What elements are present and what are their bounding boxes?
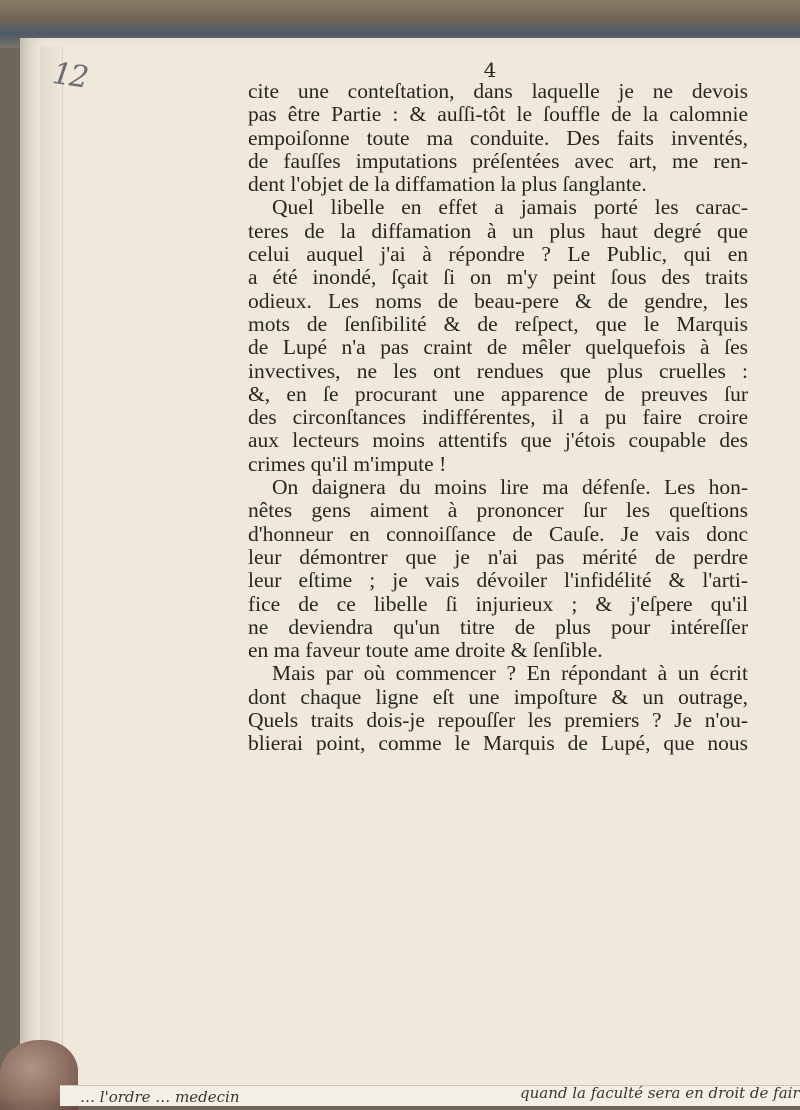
text-line: On daignera du moins lire ma défenſe. Les hon- [272, 475, 748, 500]
text-line: d'honneur en connoiſſance de Cauſe. Je vais donc [248, 521, 748, 546]
text-line: dont chaque ligne eſt une impoſture & un outrage, [248, 684, 748, 709]
handwritten-note-left: … l'ordre … medecin [80, 1088, 240, 1106]
text-line: dent l'objet de la diffamation la plus ſanglante. [248, 172, 647, 197]
text-line: fice de ce libelle ſi injurieux ; & j'eſpere qu'il [248, 591, 748, 616]
text-line: pas être Partie : & auſſi-tôt le ſouffle de la calomnie [248, 102, 748, 127]
text-line: leur eſtime ; je vais dévoiler l'infidélité & l'arti- [248, 568, 748, 593]
text-line: &, en ſe procurant une apparence de preuves ſur [248, 381, 748, 406]
text-line: Mais par où commencer ? En répondant à un écrit [272, 661, 748, 686]
text-line: aux lecteurs moins attentifs que j'étois coupable des [248, 428, 748, 453]
text-line: Quels traits dois-je repouſſer les premiers ? Je n'ou- [248, 708, 748, 733]
text-line: mots de ſenſibilité & de reſpect, que le Marquis [248, 311, 748, 336]
handwritten-note-right: quand la faculté sera en droit de fair [520, 1084, 800, 1102]
text-line: en ma faveur toute ame droite & ſenſible. [248, 638, 603, 663]
text-line: empoiſonne toute ma conduite. Des faits inventés, [248, 125, 748, 150]
body-text [248, 80, 748, 756]
text-line: crimes qu'il m'impute ! [248, 451, 447, 476]
page-number: 4 [483, 58, 497, 82]
folio-mark: 12 [50, 56, 89, 96]
text-line: a été inondé, ſçait ſi on m'y peint ſous des traits [248, 265, 748, 290]
text-line: cite une conteſtation, dans laquelle je ne devois [248, 79, 748, 103]
text-line: celui auquel j'ai à répondre ? Le Public, qui en [248, 242, 748, 267]
text-line: de fauſſes imputations préſentées avec art, me ren- [248, 148, 748, 173]
text-line: invectives, ne les ont rendues que plus cruelles : [248, 358, 748, 383]
page-gutter [40, 46, 63, 1096]
text-line: Quel libelle en effet a jamais porté les carac- [272, 195, 748, 220]
text-line: de Lupé n'a pas craint de mêler quelquefois à ſes [248, 335, 748, 360]
text-line: ne deviendra qu'un titre de plus pour intéreſſer [248, 614, 748, 639]
text-line: teres de la diffamation à un plus haut degré que [248, 218, 748, 243]
text-line: odieux. Les noms de beau-pere & de gendre, les [248, 288, 748, 313]
text-line: nêtes gens aiment à prononcer ſur les queſtions [248, 498, 748, 523]
text-line: des circonſtances indifférentes, il a pu faire croire [248, 405, 748, 430]
text-line: blierai point, comme le Marquis de Lupé, que nous [248, 731, 748, 756]
text-line: leur démontrer que je n'ai pas mérité de perdre [248, 544, 748, 569]
